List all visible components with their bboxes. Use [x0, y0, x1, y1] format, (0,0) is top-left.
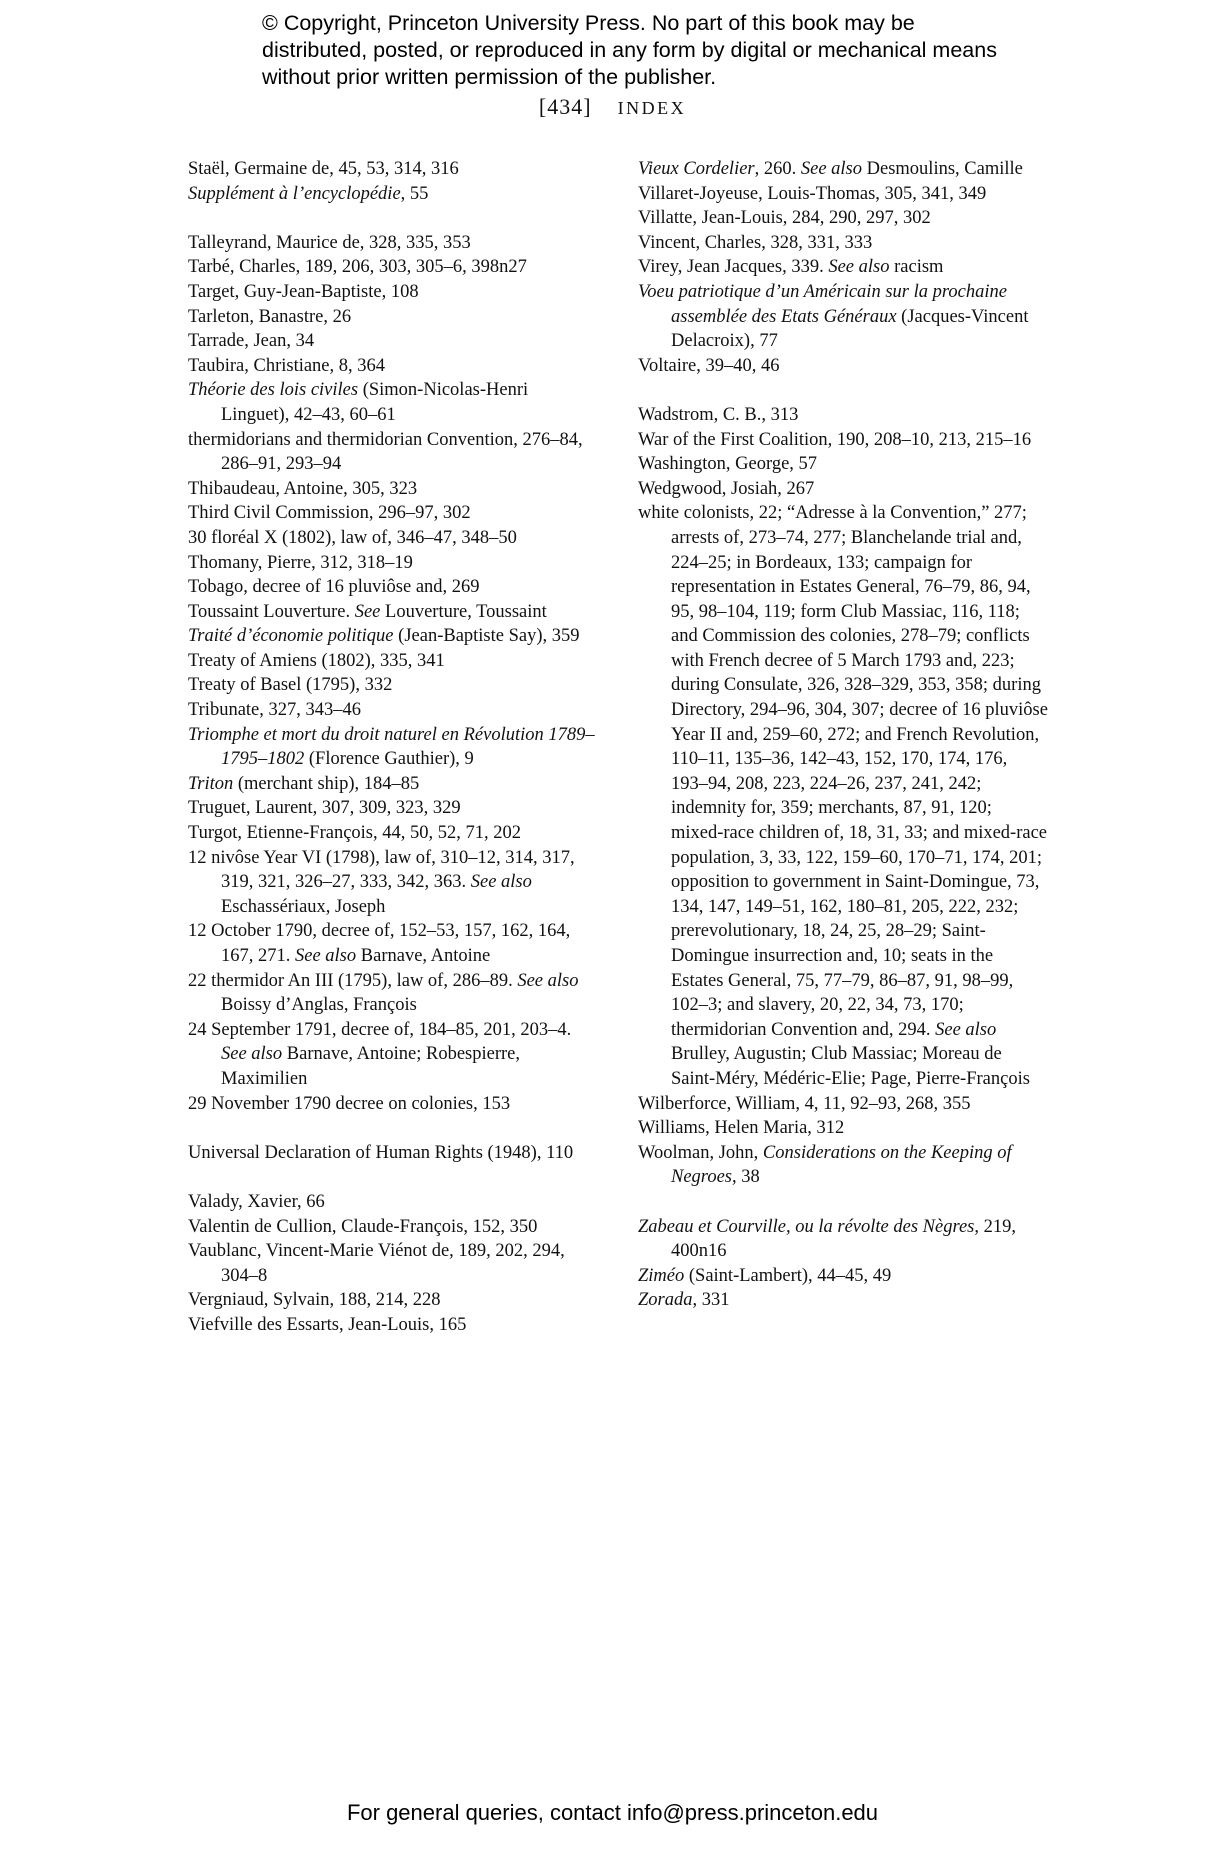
index-entry-text: (Jacques-Vincent Delacroix), 77 — [671, 306, 1029, 352]
index-entry — [188, 501, 600, 526]
index-entry — [188, 157, 600, 182]
index-entry — [638, 1116, 1048, 1141]
index-entry — [188, 1092, 600, 1117]
index-entry-text: Tobago, decree of 16 pluviôse and, 269 — [188, 577, 480, 598]
index-column-left — [188, 157, 600, 1338]
index-entry-text: Staël, Germaine de, 45, 53, 314, 316 — [188, 159, 459, 179]
index-entry — [188, 280, 600, 305]
index-entry — [638, 1288, 1048, 1313]
index-entry-italic: See also — [800, 159, 863, 179]
index-entry-italic: Vieux Cordelier — [638, 159, 755, 179]
index-entry-text: Valentin de Cullion, Claude-François, 152, 350 — [188, 1216, 538, 1237]
index-entry — [188, 182, 600, 207]
index-entry-text: Desmoulins, Camille — [862, 159, 1023, 179]
index-entry-italic: Traité d’économie politique — [188, 626, 394, 647]
index-entry-text: Vaublanc, Vincent-Marie Viénot de, 189, 202, 294, 304–8 — [188, 1241, 565, 1286]
index-entry-text: 30 floréal X (1802), law of, 346–47, 348–50 — [188, 527, 517, 548]
index-entry — [188, 723, 600, 772]
index-entry-text: Tarleton, Banastre, 26 — [188, 306, 352, 327]
index-entry-text: white colonists, 22; “Adresse à la Convention,” 277; arrests of, 273–74, 277; Blanchelande trial and, 224–25; in Bordeaux, 133; campaign for representation in Estates General, 76–79, 86, 94, 95, 98–104, 119; form Club Massiac, 116, 118; and Commission des colonies, 278–79; conflicts with French decree of 5 March 1793 and, 223; during Consulate, 326, 328–329, 353, 358; during Directory, 294–96, 304, 307; decree of 16 pluviôse Year II and, 259–60, 272; and French Revolution, 110–11, 135–36, 142–43, 152, 170, 174, 176, 193–94, 208, 223, 224–26, 237, 241, 242; indemnity for, 359; merchants, 87, 91, 120; mixed-race children of, 18, 31, 33; and mixed-race population, 3, 33, 122, 159–60, 170–71, 174, 201; opposition to government in Saint-Domingue, 73, 134, 147, 149–51, 162, 180–81, 205, 222, 232; prerevolutionary, 18, 24, 25, 28–29; Saint-Domingue insurrection and, 10; seats in the Estates General, 75, 77–79, 86–87, 91, 98–99, 102–3; and slavery, 20, 22, 34, 73, 170; thermidorian Convention and, 294. — [638, 503, 1048, 1040]
index-entry-text: Toussaint Louverture. — [188, 601, 355, 622]
index-entry — [188, 1239, 600, 1288]
index-entry — [188, 600, 600, 625]
index-entry — [638, 182, 1048, 207]
index-entry-italic: Ziméo — [638, 1265, 685, 1286]
index-entry-text: (Jean-Baptiste Say), 359 — [393, 626, 580, 647]
index-entry-italic: See also — [517, 970, 579, 991]
index-entry — [188, 329, 600, 354]
running-head — [0, 94, 1225, 120]
index-entry-text: , 260. — [754, 159, 801, 179]
index-entry-text: Vergniaud, Sylvain, 188, 214, 228 — [188, 1290, 441, 1311]
index-entry-italic: See — [354, 601, 381, 622]
index-entry-text: Thomany, Pierre, 312, 318–19 — [188, 552, 413, 573]
index-entry-text: , 38 — [731, 1167, 760, 1188]
index-entry — [188, 1215, 600, 1240]
index-entry — [188, 575, 600, 600]
index-entry-text: Barnave, Antoine — [356, 946, 491, 966]
section-title: INDEX — [617, 98, 687, 118]
index-entry — [188, 378, 600, 427]
index-entry-text: Taubira, Christiane, 8, 364 — [188, 355, 386, 376]
index-entry — [188, 428, 600, 477]
index-entry — [638, 403, 1048, 428]
index-entry-text: (Saint-Lambert), 44–45, 49 — [684, 1265, 892, 1286]
index-entry-text: Target, Guy-Jean-Baptiste, 108 — [188, 281, 419, 302]
index-entry — [188, 673, 600, 698]
index-entry — [188, 354, 600, 379]
index-entry-text: Truguet, Laurent, 307, 309, 323, 329 — [188, 798, 461, 819]
index-entry-italic: See also — [470, 872, 532, 893]
index-entry — [188, 1313, 600, 1338]
letter-group-gap — [638, 1190, 1048, 1215]
index-entry — [188, 624, 600, 649]
index-entry-text: Treaty of Basel (1795), 332 — [188, 675, 393, 696]
index-entry — [188, 919, 600, 968]
index-entry-text: Eschassériaux, Joseph — [221, 896, 386, 917]
index-entry — [188, 772, 600, 797]
index-entry-text: Wilberforce, William, 4, 11, 92–93, 268, 355 — [638, 1093, 971, 1114]
index-entry-italic: Triomphe et mort du droit naturel en Révolution 1789–1795–1802 — [188, 724, 595, 770]
index-entry-text: Villatte, Jean-Louis, 284, 290, 297, 302 — [638, 208, 931, 229]
index-entry-text: , 331 — [692, 1290, 730, 1311]
index-entry-text: 29 November 1790 decree on colonies, 153 — [188, 1093, 511, 1114]
index-entry-text: Talleyrand, Maurice de, 328, 335, 353 — [188, 232, 471, 253]
index-entry-text: Tarbé, Charles, 189, 206, 303, 305–6, 398n27 — [188, 257, 527, 278]
index-entry-text: Valady, Xavier, 66 — [188, 1191, 325, 1212]
index-entry-italic: Supplément à l’encyclopédie — [188, 183, 401, 204]
index-entry-text: Barnave, Antoine; Robespierre, Maximilien — [221, 1044, 521, 1089]
index-entry-italic: See also — [828, 257, 890, 278]
index-entry-text: Williams, Helen Maria, 312 — [638, 1118, 845, 1139]
index-entry-text: thermidorians and thermidorian Convention, 276–84, 286–91, 293–94 — [188, 429, 583, 475]
index-entry-italic: See also — [221, 1044, 283, 1065]
page-number: [434] — [538, 94, 592, 119]
index-entry-text: 12 nivôse Year VI (1798), law of, 310–12, 314, 317, 319, 321, 326–27, 333, 342, 363. — [188, 847, 575, 893]
index-entry — [638, 206, 1048, 231]
index-entry — [638, 428, 1048, 453]
index-entry-italic: Voeu patriotique d’un Américain sur la prochaine assemblée des Etats Généraux — [638, 281, 1007, 327]
index-entry — [638, 1264, 1048, 1289]
index-entry — [638, 477, 1048, 502]
index-entry-text: Voltaire, 39–40, 46 — [638, 355, 780, 376]
index-entry — [638, 501, 1048, 1091]
index-entry — [188, 305, 600, 330]
index-entry-text: Virey, Jean Jacques, 339. — [638, 257, 829, 278]
index-entry — [188, 821, 600, 846]
index-entry — [188, 526, 600, 551]
index-entry — [188, 477, 600, 502]
contact-footer: For general queries, contact info@press.princeton.edu — [346, 1800, 879, 1825]
index-entry-italic: See also — [295, 946, 357, 966]
index-entry-text: 24 September 1791, decree of, 184–85, 201, 203–4. — [188, 1019, 572, 1040]
letter-group-gap — [638, 378, 1048, 403]
index-entry — [188, 698, 600, 723]
letter-group-gap — [188, 206, 600, 231]
index-entry-text: Boissy d’Anglas, François — [221, 995, 417, 1016]
index-entry-text: 22 thermidor An III (1795), law of, 286–89. — [188, 970, 518, 991]
index-column-right — [638, 157, 1048, 1313]
index-entry — [188, 1190, 600, 1215]
index-entry-italic: See also — [935, 1019, 997, 1040]
index-entry — [188, 796, 600, 821]
index-entry-text: Third Civil Commission, 296–97, 302 — [188, 503, 471, 524]
index-entry-italic: Zabeau et Courville, ou la révolte des Nègres — [638, 1216, 975, 1237]
index-entry-text: , 55 — [400, 183, 429, 204]
index-entry — [188, 1018, 600, 1092]
index-entry — [638, 255, 1048, 280]
index-entry-text: Universal Declaration of Human Rights (1948), 110 — [188, 1142, 574, 1163]
index-entry — [188, 551, 600, 576]
index-entry-text: Tribunate, 327, 343–46 — [188, 700, 362, 721]
index-entry-text: Woolman, John, — [638, 1142, 763, 1163]
index-entry — [188, 649, 600, 674]
index-entry-text: War of the First Coalition, 190, 208–10, 213, 215–16 — [638, 429, 1032, 450]
index-entry — [638, 354, 1048, 379]
index-entry — [638, 280, 1048, 354]
index-entry — [188, 846, 600, 920]
index-entry — [638, 452, 1048, 477]
index-entry-text: Wedgwood, Josiah, 267 — [638, 478, 815, 499]
index-entry-text: racism — [889, 257, 944, 278]
copyright-notice: © Copyright, Princeton University Press. No part of this book may be distributed, posted, or reproduced in any form by digital or mechanical means without prior written permission of the publisher. — [262, 11, 997, 89]
index-entry — [638, 1092, 1048, 1117]
index-entry — [188, 231, 600, 256]
index-entry-text: Washington, George, 57 — [638, 454, 818, 475]
index-entry-text: Treaty of Amiens (1802), 335, 341 — [188, 650, 445, 671]
index-entry-italic: Triton — [188, 773, 234, 794]
letter-group-gap — [188, 1116, 600, 1141]
index-entry-italic: Considerations on the Keeping of Negroes — [671, 1142, 1012, 1188]
index-entry-text: Louverture, Toussaint — [380, 601, 547, 622]
index-entry-text: , 219, 400n16 — [671, 1216, 1016, 1262]
index-entry — [638, 1215, 1048, 1264]
index-entry-text: Turgot, Etienne-François, 44, 50, 52, 71, 202 — [188, 823, 521, 844]
index-entry — [188, 969, 600, 1018]
index-entry-text: Vincent, Charles, 328, 331, 333 — [638, 232, 873, 253]
index-entry-text: Thibaudeau, Antoine, 305, 323 — [188, 478, 418, 499]
index-entry-text: (merchant ship), 184–85 — [233, 773, 420, 794]
index-entry-text: Villaret-Joyeuse, Louis-Thomas, 305, 341, 349 — [638, 183, 987, 204]
letter-group-gap — [188, 1165, 600, 1190]
index-entry — [638, 231, 1048, 256]
index-entry-italic: Théorie des lois civiles — [188, 380, 359, 401]
index-entry — [188, 1141, 600, 1166]
index-entry-italic: Zorada — [638, 1290, 693, 1311]
index-entry-text: (Simon-Nicolas-Henri Linguet), 42–43, 60–61 — [221, 380, 529, 425]
index-entry — [188, 255, 600, 280]
index-entry-text: (Florence Gauthier), 9 — [304, 749, 474, 770]
index-entry — [638, 157, 1048, 182]
index-entry-text: 12 October 1790, decree of, 152–53, 157, 162, 164, 167, 271. — [188, 921, 571, 966]
index-entry-text: Viefville des Essarts, Jean-Louis, 165 — [188, 1314, 467, 1335]
index-entry-text: Wadstrom, C. B., 313 — [638, 404, 799, 425]
index-entry-text: Tarrade, Jean, 34 — [188, 331, 315, 352]
index-entry-text: Brulley, Augustin; Club Massiac; Moreau de Saint-Méry, Médéric-Elie; Page, Pierre-François — [671, 1044, 1030, 1089]
index-entry — [638, 1141, 1048, 1190]
index-entry — [188, 1288, 600, 1313]
